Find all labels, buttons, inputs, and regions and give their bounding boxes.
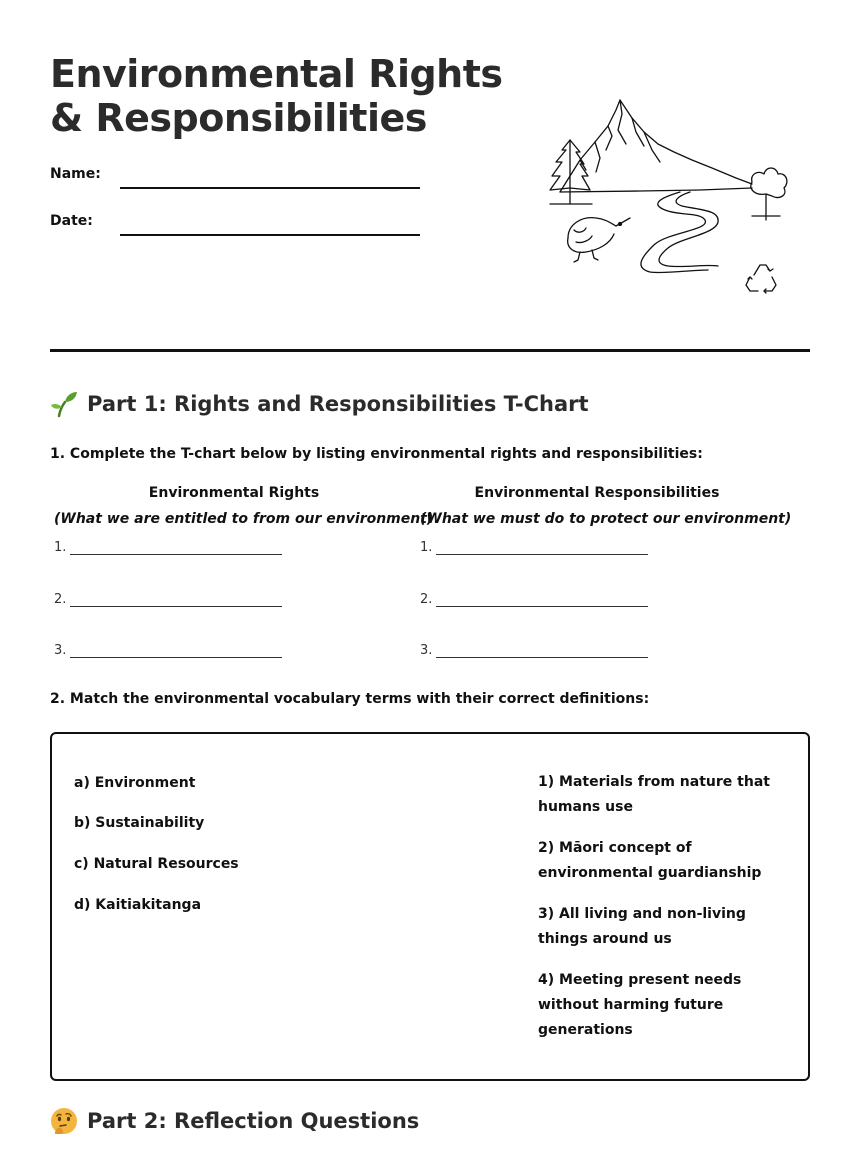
answer-line[interactable] [436, 646, 648, 658]
answer-line[interactable] [436, 595, 648, 607]
definition-4[interactable]: 4) Meeting present needs without harming future generations [538, 972, 742, 1038]
responsibilities-entry-3[interactable] [420, 643, 648, 658]
part2-heading [50, 1107, 419, 1135]
part2-heading-text: Part 2: Reflection Questions [87, 1109, 420, 1133]
worksheet-title: Environmental Rights & Responsibilities [50, 52, 503, 140]
row-number: 2. [54, 592, 67, 607]
definition-1[interactable]: 1) Materials from nature that humans use [538, 774, 770, 815]
row-number: 2. [420, 592, 433, 607]
name-field[interactable] [120, 187, 420, 189]
question-1: 1. Complete the T-chart below by listing environmental rights and responsibilities: [50, 446, 703, 462]
seedling-icon [50, 390, 78, 418]
thinking-face-icon [50, 1107, 78, 1135]
rights-column-title: Environmental Rights [148, 485, 320, 501]
answer-line[interactable] [436, 543, 648, 555]
responsibilities-column-subtitle: (What we must do to protect our environment) [420, 511, 792, 527]
rights-column-subtitle: (What we are entitled to from our environment) [54, 511, 434, 527]
part1-heading-text: Part 1: Rights and Responsibilities T-Chart [87, 392, 589, 416]
rights-entry-1[interactable] [54, 540, 282, 555]
row-number: 3. [54, 643, 67, 658]
term-environment[interactable]: a) Environment [74, 775, 196, 791]
part1-heading [50, 390, 589, 418]
question-2: 2. Match the environmental vocabulary terms with their correct definitions: [50, 691, 650, 707]
header-divider [50, 349, 810, 352]
responsibilities-column-title: Environmental Responsibilities [474, 485, 720, 501]
term-natural-resources[interactable]: c) Natural Resources [74, 856, 239, 872]
row-number: 1. [54, 540, 67, 555]
term-kaitiakitanga[interactable]: d) Kaitiakitanga [74, 897, 202, 913]
answer-line[interactable] [70, 646, 282, 658]
answer-line[interactable] [70, 543, 282, 555]
row-number: 3. [420, 643, 433, 658]
rights-entry-3[interactable] [54, 643, 282, 658]
landscape-illustration [540, 92, 790, 302]
date-label: Date: [50, 213, 93, 229]
definition-3[interactable]: 3) All living and non-living things around us [538, 906, 746, 947]
rights-entry-2[interactable] [54, 592, 282, 607]
responsibilities-entry-1[interactable] [420, 540, 648, 555]
row-number: 1. [420, 540, 433, 555]
date-field[interactable] [120, 234, 420, 236]
term-sustainability[interactable]: b) Sustainability [74, 815, 205, 831]
answer-line[interactable] [70, 595, 282, 607]
responsibilities-entry-2[interactable] [420, 592, 648, 607]
definition-2[interactable]: 2) Māori concept of environmental guardianship [538, 840, 762, 881]
matching-box [50, 732, 810, 1081]
name-label: Name: [50, 166, 101, 182]
